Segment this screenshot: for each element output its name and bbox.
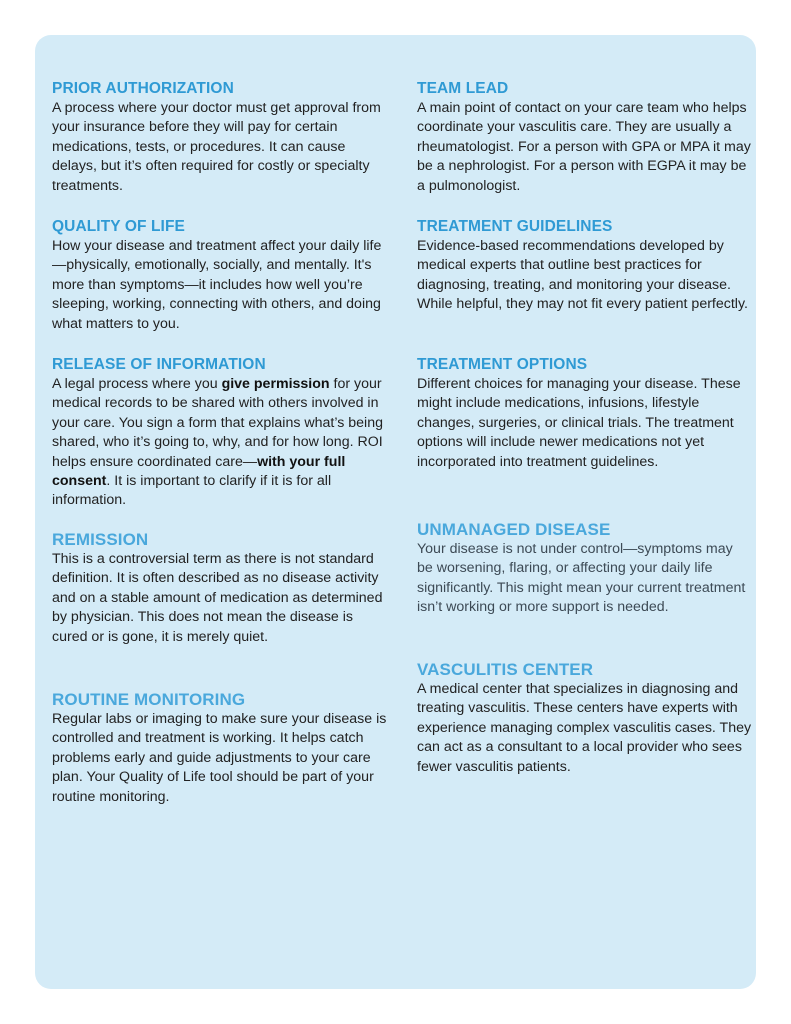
term-definition: Evidence-based recommendations developed by medical experts that outline best practices for diagnosing, treating, and monitoring your disease. While helpful, they may not fit every patient perfectly. xyxy=(417,238,748,313)
term-team-lead xyxy=(417,79,752,196)
glossary-card xyxy=(35,35,756,989)
term-definition: A legal process where you give permission for your medical records to be shared with others involved in your care. You sign a form that explains what’s being shared, who it’s going to, why, and for how long. ROI helps ensure coordinated care—with your full consent. It is important to clarify if it is for all information. xyxy=(52,376,383,509)
term-quality-of-life xyxy=(52,217,387,334)
term-title: RELEASE OF INFORMATION xyxy=(52,356,266,373)
term-definition: A main point of contact on your care team who helps coordinate your vasculitis care. They are usually a rheumatologist. For a person with GPA or MPA it may be a nephrologist. For a person with EGPA it may be a pulmonologist. xyxy=(417,100,751,194)
term-prior-authorization xyxy=(52,79,387,196)
term-vasculitis-center xyxy=(417,660,752,777)
term-definition: Different choices for managing your disease. These might include medications, infusions, lifestyle changes, surgeries, or clinical trials. The treatment options will include newer medications not yet incorporated into treatment guidelines. xyxy=(417,376,741,470)
term-treatment-options xyxy=(417,355,752,472)
term-routine-monitoring xyxy=(52,690,387,807)
term-title: TREATMENT GUIDELINES xyxy=(417,218,613,235)
term-treatment-guidelines xyxy=(417,217,752,315)
term-definition: A medical center that specializes in diagnosing and treating vasculitis. These centers have experts with experience managing complex vasculitis cases. They can act as a consultant to a local provider who sees fewer vasculitis patients. xyxy=(417,681,752,775)
term-definition: Regular labs or imaging to make sure your disease is controlled and treatment is working. It helps catch problems early and guide adjustments to your care plan. Your Quality of Life tool should be part of your routine monitoring. xyxy=(52,711,387,805)
term-title: QUALITY OF LIFE xyxy=(52,218,185,235)
term-definition: Your disease is not under control—symptoms may be worsening, flaring, or affecting your daily life significantly. This might mean your current treatment isn’t working or more support is needed. xyxy=(417,541,746,616)
term-release-of-information xyxy=(52,355,387,511)
term-definition: How your disease and treatment affect your daily life—physically, emotionally, socially, and mentally. It's more than symptoms—it includes how well you’re sleeping, working, connecting with others, and doing what matters to you. xyxy=(52,238,382,332)
term-title: UNMANAGED DISEASE xyxy=(417,520,611,539)
term-title: PRIOR AUTHORIZATION xyxy=(52,80,234,97)
term-title: TREATMENT OPTIONS xyxy=(417,356,588,373)
term-unmanaged-disease xyxy=(417,520,752,618)
term-definition: This is a controversial term as there is not standard definition. It is often described as no disease activity and on a stable amount of medication as determined by physician. This does not mean the disease is cured or is gone, it is merely quiet. xyxy=(52,551,383,645)
term-title: ROUTINE MONITORING xyxy=(52,690,246,709)
term-definition: A process where your doctor must get approval from your insurance before they will pay for certain medications, tests, or procedures. It can cause delays, but it’s often required for costly or specialty treatments. xyxy=(52,100,381,194)
term-remission xyxy=(52,530,387,647)
emphasis-text: give permission xyxy=(221,376,330,392)
emphasis-text: with your full consent xyxy=(52,453,346,490)
term-title: VASCULITIS CENTER xyxy=(417,660,594,679)
term-title: REMISSION xyxy=(52,530,149,549)
term-title: TEAM LEAD xyxy=(417,80,509,97)
